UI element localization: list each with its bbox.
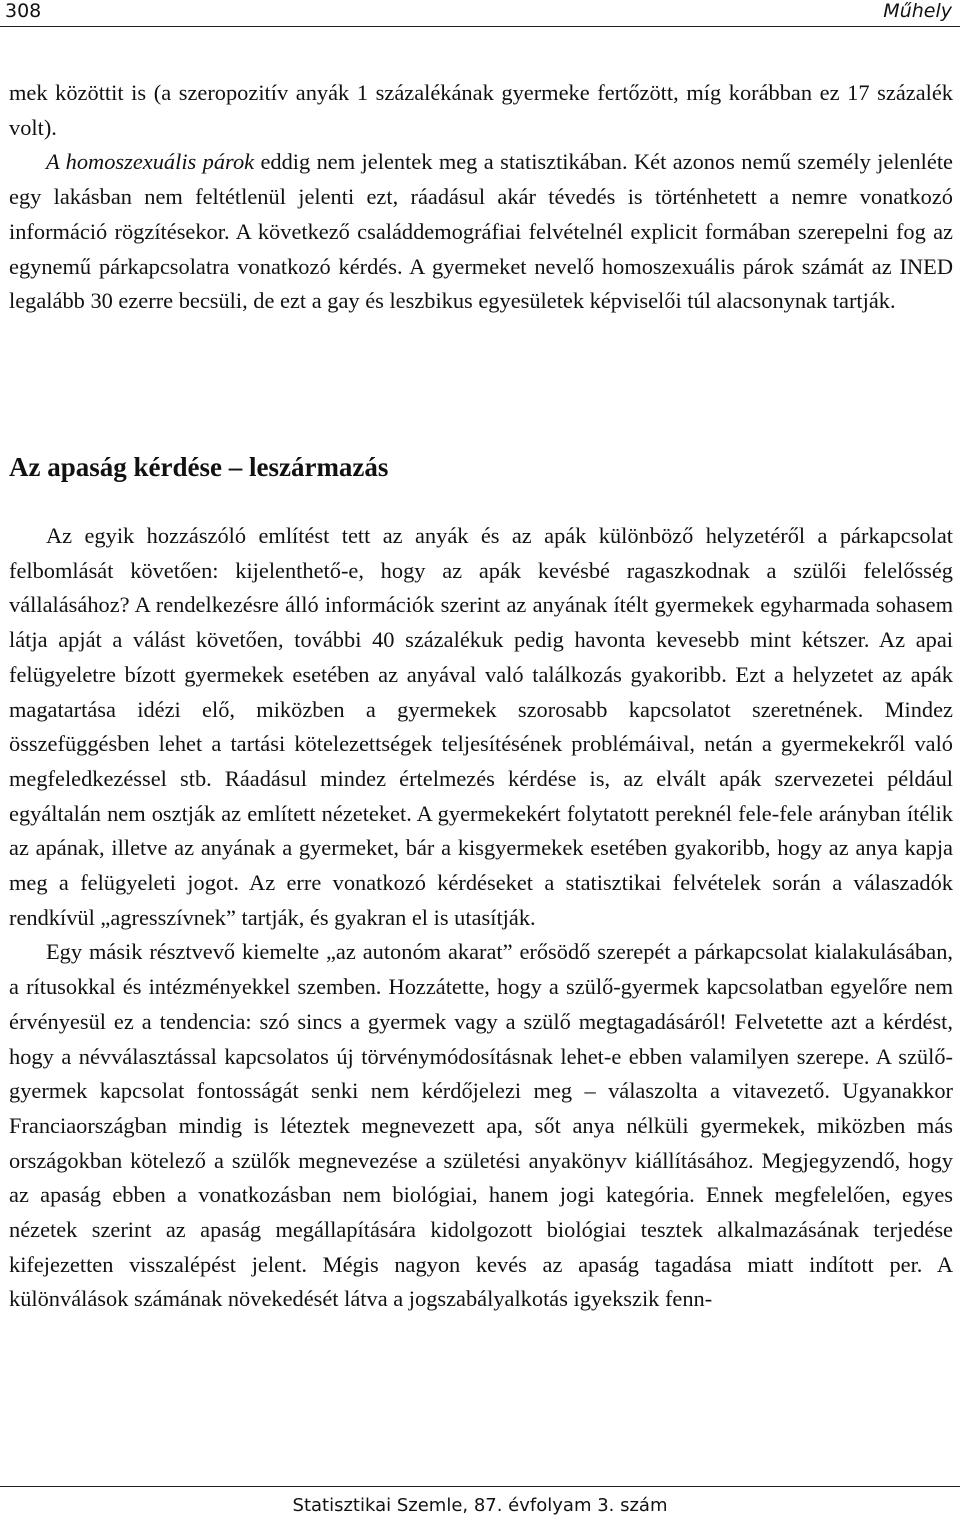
intro-text-block (9, 76, 953, 319)
paragraph-homosexual-couples (9, 145, 953, 319)
running-header (0, 0, 960, 27)
page-number: 308 (5, 0, 42, 22)
running-footer: Statisztikai Szemle, 87. évfolyam 3. szám (0, 1486, 960, 1516)
paragraph-continued: mek közöttit is (a szeropozitív anyák 1 százalékának gyermeke fertőzött, míg korábban ez 17 százalék volt). (9, 80, 953, 140)
section-heading: Az apaság kérdése – leszármazás (9, 452, 389, 482)
paragraph-text: eddig nem jelentek meg a statisztikában. Két azonos nemű személy jelenléte egy lakásban nem feltétlenül jelenti ezt, ráadásul akár tévedés is történhetett a nemre vonatkozó információ rögzítésekor. A következő családdemográfiai felvételnél explicit formában szerepelni fog az egynemű párkapcsolatra vonatkozó kérdés. A gyermeket nevelő homoszexuális párok számát az INED legalább 30 ezerre becsüli, de ezt a gay és leszbikus egyesületek képviselői túl alacsonynak tartják. (9, 149, 953, 314)
section-text-block (9, 519, 953, 1317)
paragraph-fathers: Az egyik hozzászóló említést tett az anyák és az apák különböző helyzetéről a párkapcsolat felbomlását követően: kijelenthető-e, hogy az apák kevésbé ragaszkodnak a szülői felelősség vállalásához? A rendelkezésre álló információk szerint az anyának ítélt gyermekek egyharmada sohasem látja apját a válást követően, további 40 százalékuk pedig havonta kevesebb mint kétszer. Az apai felügyeletre bízott gyermekek esetében az anyával való találkozás gyakoribb. Ezt a helyzetet az apák magatartása idézi elő, miközben a gyermekek szorosabb kapcsolatot szeretnének. Mindez összefüggésben lehet a tartási kötelezettségek teljesítésének problémáival, netán a gyermekekről való megfeledkezéssel stb. Ráadásul mindez értelmezés kérdése is, az elvált apák szervezetei például egyáltalán nem osztják az említett nézeteket. A gyermekekért folytatott pereknél fele-fele arányban ítélik az apának, illetve az anyának a gyermeket, bár a kisgyermekek esetében gyakoribb, hogy az anya kapja meg a felügyeleti jogot. Az erre vonatkozó kérdéseket a statisztikai felvételek során a válaszadók rendkívül „agresszívnek” tartják, és gyakran el is utasítják. (9, 523, 953, 930)
emphasis-term: A homoszexuális párok (46, 149, 255, 175)
paragraph-parent-child: Egy másik résztvevő kiemelte „az autonóm akarat” erősödő szerepét a párkapcsolat kialakulásában, a rítusokkal és intézményekkel szemben. Hozzátette, hogy a szülő-gyermek kapcsolatban egyelőre nem érvényesül ez a tendencia: szó sincs a gyermek vagy a szülő megtagadásáról! Felvetette azt a kérdést, hogy a névválasztással kapcsolatos új törvénymódosításnak lehet-e ebben valamilyen szerepe. A szülő-gyermek kapcsolat fontosságát senki nem kérdőjelezi meg – válaszolta a vitavezető. Ugyanakkor Franciaországban mindig is léteztek megnevezett apa, sőt anya nélküli gyermekek, miközben más országokban kötelező a szülők megnevezése a születési anyakönyv kiállításához. Megjegyzendő, hogy az apaság ebben a vonatkozásban nem biológiai, hanem jogi kategória. Ennek megfelelően, egyes nézetek szerint az apaság megállapítására kidolgozott biológiai tesztek alkalmazásának terjedése kifejezetten visszalépést jelent. Mégis nagyon kevés az apaság tagadása miatt indított per. A különválások számának növekedését látva a jogszabályalkotás igyekszik fenn- (9, 939, 953, 1312)
section-label: Műhely (883, 0, 952, 22)
